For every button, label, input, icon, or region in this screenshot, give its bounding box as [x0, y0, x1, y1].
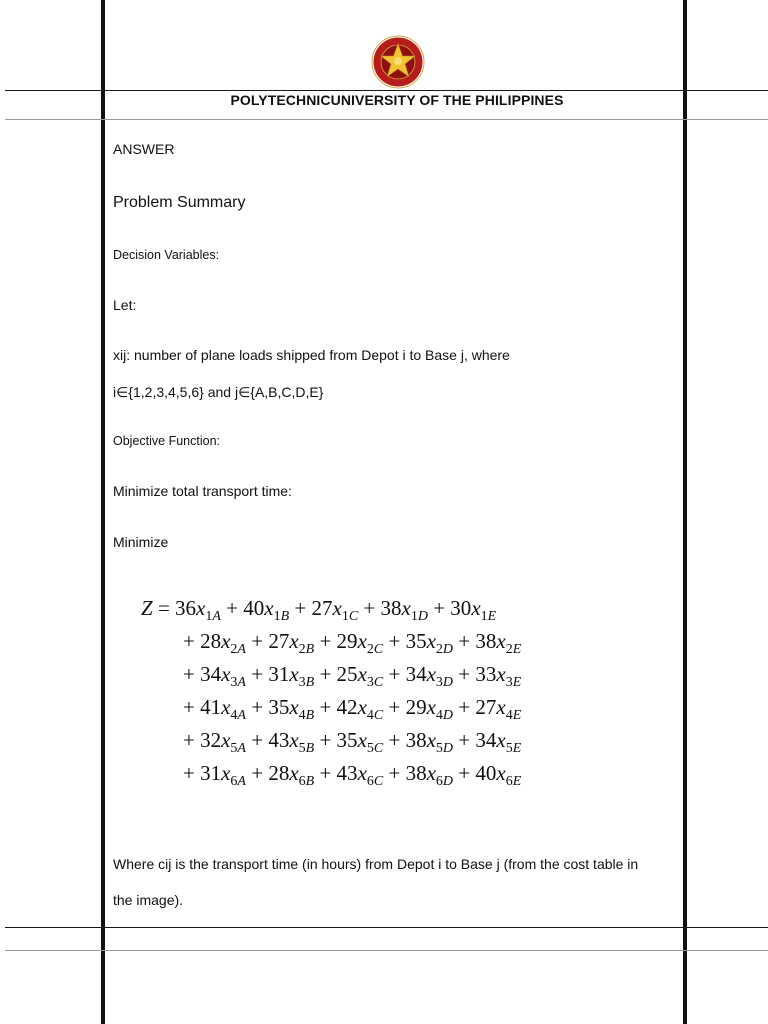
cij-note-line-2: the image). [113, 892, 184, 908]
index-sets: i∈{1,2,3,4,5,6} and j∈{A,B,C,D,E} [113, 384, 324, 400]
minimize-total-label: Minimize total transport time: [113, 483, 292, 499]
answer-heading: ANSWER [113, 141, 175, 157]
decision-variables-label: Decision Variables: [113, 248, 220, 262]
footer-rule-top [5, 927, 768, 928]
cij-note-line-1: Where cij is the transport time (in hours) from Depot i to Base j (from the cost table in [113, 856, 639, 872]
left-border [101, 0, 105, 1024]
equation-line: + $34x_{3A} + 31x_{3B} + 25x_{3C} + 34x_{3D} + 33x_{3E}$ [183, 662, 522, 690]
problem-summary-heading: Problem Summary [113, 194, 246, 211]
objective-function-label: Objective Function: [113, 434, 220, 448]
header-rule-top [5, 90, 768, 91]
header-rule-bottom [5, 119, 768, 120]
equation-line: + $32x_{5A} + 43x_{5B} + 35x_{5C} + 38x_{5D} + 34x_{5E}$ [183, 728, 522, 756]
let-label: Let: [113, 297, 137, 313]
xij-definition: xij: number of plane loads shipped from Depot i to Base j, where [113, 347, 510, 363]
equation-line: + $41x_{4A} + 35x_{4B} + 42x_{4C} + 29x_{4D} + 27x_{4E}$ [183, 695, 522, 723]
university-name: POLYTECHNICUNIVERSITY OF THE PHILIPPINES [230, 92, 564, 108]
footer-rule-bottom [5, 950, 768, 951]
minimize-label: Minimize [113, 534, 169, 550]
university-seal-logo [364, 35, 432, 89]
right-border [683, 0, 687, 1024]
equation-line: + $28x_{2A} + 27x_{2B} + 29x_{2C} + 35x_{2D} + 38x_{2E}$ [183, 629, 522, 657]
equation-line: $Z = 36x_{1A} + 40x_{1B} + 27x_{1C} + 38x_{1D} + 30x_{1E}$ [141, 596, 497, 624]
equation-line: + $31x_{6A} + 28x_{6B} + 43x_{6C} + 38x_{6D} + 40x_{6E}$ [183, 761, 522, 789]
